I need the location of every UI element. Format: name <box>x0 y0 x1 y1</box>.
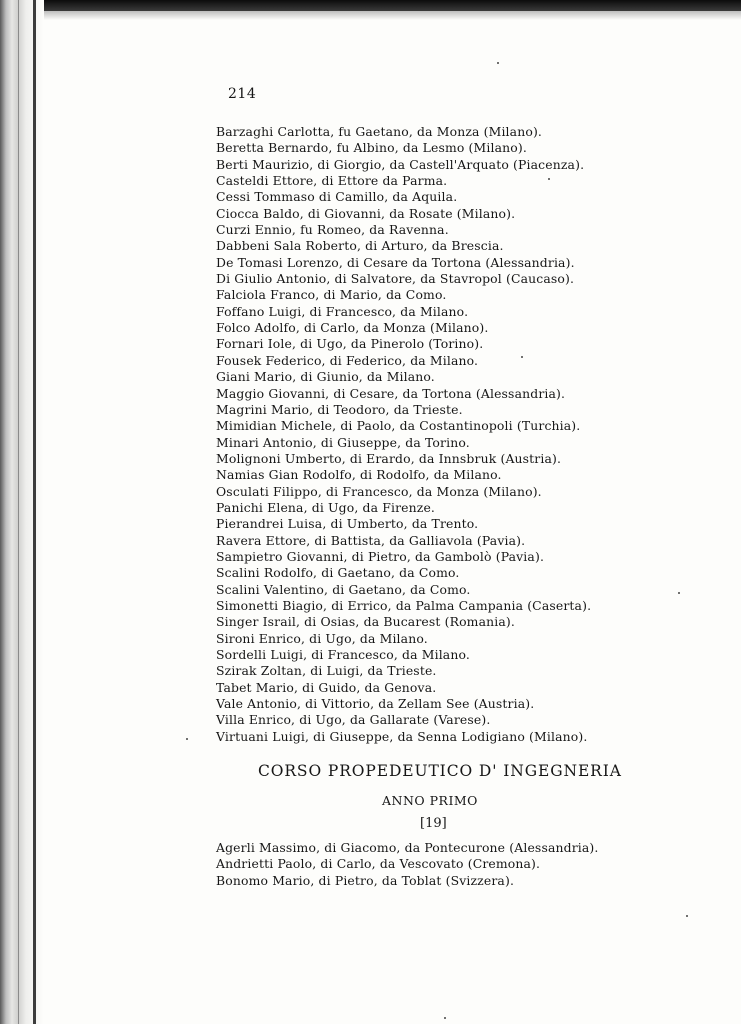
list-item: Szirak Zoltan, di Luigi, da Trieste. <box>216 663 437 679</box>
list-item: Ravera Ettore, di Battista, da Galliavola (Pavia). <box>216 532 526 548</box>
student-list-2 <box>216 840 716 889</box>
scan-top-shadow <box>0 11 741 20</box>
list-item: Falciola Franco, di Mario, da Como. <box>216 287 447 303</box>
list-item: Casteldi Ettore, di Ettore da Parma. <box>216 173 448 189</box>
subsection-count: [19] <box>420 816 447 831</box>
scan-speck <box>678 592 680 594</box>
list-item: Sordelli Luigi, di Francesco, da Milano. <box>216 647 470 662</box>
list-item: Sironi Enrico, di Ugo, da Milano. <box>216 630 428 646</box>
list-item: Agerli Massimo, di Giacomo, da Pontecurone (Alessandria). <box>216 840 599 855</box>
scan-speck <box>497 62 499 64</box>
list-item: Tabet Mario, di Guido, da Genova. <box>216 679 437 695</box>
list-item: Folco Adolfo, di Carlo, da Monza (Milano). <box>216 320 489 336</box>
list-item: Simonetti Biagio, di Errico, da Palma Campania (Caserta). <box>216 597 592 613</box>
list-item: Scalini Valentino, di Gaetano, da Como. <box>216 581 471 597</box>
scan-speck <box>548 178 550 180</box>
list-item: Villa Enrico, di Ugo, da Gallarate (Varese). <box>216 712 491 728</box>
list-item: Fousek Federico, di Federico, da Milano. <box>216 352 479 368</box>
scan-speck <box>186 738 188 740</box>
list-item: Andrietti Paolo, di Carlo, da Vescovato (Cremona). <box>216 856 541 872</box>
list-item: Maggio Giovanni, di Cesare, da Tortona (Alessandria). <box>216 385 566 401</box>
list-item: Di Giulio Antonio, di Salvatore, da Stavropol (Caucaso). <box>216 271 575 287</box>
list-item: Singer Israil, di Osias, da Bucarest (Romania). <box>216 614 515 630</box>
list-item: Osculati Filippo, di Francesco, da Monza (Milano). <box>216 483 542 499</box>
list-item: Ciocca Baldo, di Giovanni, da Rosate (Milano). <box>216 205 516 221</box>
section-title: CORSO PROPEDEUTICO D' INGEGNERIA <box>258 762 622 780</box>
list-item: Foffano Luigi, di Francesco, da Milano. <box>216 303 469 319</box>
list-item: Pierandrei Luisa, di Umberto, da Trento. <box>216 516 479 532</box>
page-number: 214 <box>228 86 257 102</box>
list-item: Scalini Rodolfo, di Gaetano, da Como. <box>216 565 460 581</box>
list-item: Dabbeni Sala Roberto, di Arturo, da Brescia. <box>216 238 504 254</box>
binding-light-line <box>18 0 19 1024</box>
list-item: Berti Maurizio, di Giorgio, da Castell'Arquato (Piacenza). <box>216 156 585 172</box>
list-item: Panichi Elena, di Ugo, da Firenze. <box>216 499 436 515</box>
scan-speck <box>686 915 688 917</box>
list-item: Molignoni Umberto, di Erardo, da Innsbruk (Austria). <box>216 450 562 466</box>
scan-top-edge <box>0 0 741 11</box>
list-item: Fornari Iole, di Ugo, da Pinerolo (Torino). <box>216 336 484 352</box>
list-item: Vale Antonio, di Vittorio, da Zellam See (Austria). <box>216 696 535 712</box>
list-item: Curzi Ennio, fu Romeo, da Ravenna. <box>216 222 449 238</box>
book-binding-edge <box>0 0 44 1024</box>
list-item: Minari Antonio, di Giuseppe, da Torino. <box>216 434 470 450</box>
list-item: Cessi Tommaso di Camillo, da Aquila. <box>216 189 458 205</box>
list-item: Beretta Bernardo, fu Albino, da Lesmo (Milano). <box>216 140 527 156</box>
binding-dark-line <box>33 0 36 1024</box>
subsection-title: ANNO PRIMO <box>382 793 478 808</box>
list-item: Magrini Mario, di Teodoro, da Trieste. <box>216 401 463 417</box>
list-item: Barzaghi Carlotta, fu Gaetano, da Monza (Milano). <box>216 124 543 139</box>
student-list <box>216 124 716 745</box>
list-item: Namias Gian Rodolfo, di Rodolfo, da Milano. <box>216 467 502 483</box>
scan-speck <box>521 356 523 358</box>
list-item: Giani Mario, di Giunio, da Milano. <box>216 369 435 385</box>
list-item: Virtuani Luigi, di Giuseppe, da Senna Lodigiano (Milano). <box>216 728 588 744</box>
list-item: Sampietro Giovanni, di Pietro, da Gambolò (Pavia). <box>216 548 545 564</box>
list-item: Bonomo Mario, di Pietro, da Toblat (Svizzera). <box>216 872 515 888</box>
list-item: De Tomasi Lorenzo, di Cesare da Tortona (Alessandria). <box>216 254 575 270</box>
scan-speck <box>444 1017 446 1019</box>
list-item: Mimidian Michele, di Paolo, da Costantinopoli (Turchia). <box>216 418 581 434</box>
